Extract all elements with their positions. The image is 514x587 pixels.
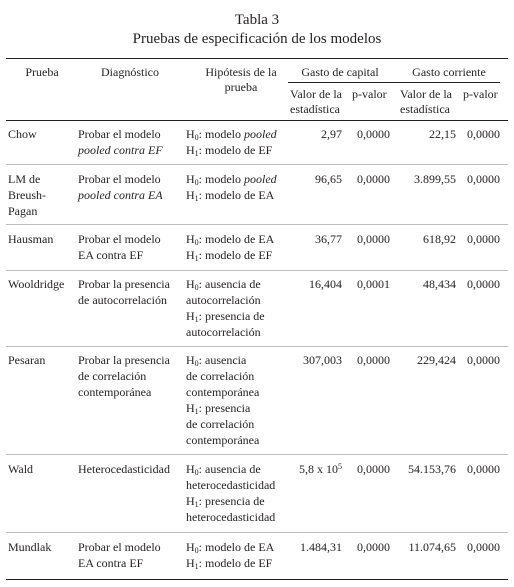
cell-valor-corriente: 22,15 <box>429 127 456 141</box>
row-divider <box>6 224 508 225</box>
cell-pvalor-capital: 0,0000 <box>357 232 390 246</box>
cell-valor-capital: 1.484,31 <box>300 540 342 554</box>
cell-h0: $H_0$: ausencia de <box>186 462 261 477</box>
cell-h1: $H_1$: presencia de <box>186 494 265 509</box>
cell-pvalor-corriente: 0,0000 <box>467 127 500 141</box>
cell-prueba: Chow <box>8 127 37 141</box>
cell-prueba: LM de <box>8 172 41 186</box>
cell-valor-capital: 2,97 <box>321 127 342 141</box>
cell-h0: $H_0$: modelo pooled <box>186 172 277 187</box>
cell-diagnostico: Probar el modelo <box>78 540 161 554</box>
header-hipotesis-l1: Hipótesis de la <box>205 65 277 79</box>
cell-pvalor-capital: 0,0000 <box>357 353 390 367</box>
cell-valor-capital: 16,404 <box>309 277 342 291</box>
header-valor-cor-l2: estadística <box>400 102 450 116</box>
cell-h1: de correlación <box>186 417 255 431</box>
cell-h1: contemporánea <box>186 433 260 447</box>
cell-diagnostico: Probar la presencia <box>78 353 170 367</box>
cell-diagnostico: de correlación <box>78 369 147 383</box>
cell-valor-capital: 96,65 <box>315 172 342 186</box>
cell-pvalor-corriente: 0,0000 <box>467 232 500 246</box>
header-prueba: Prueba <box>25 65 59 79</box>
bottom-rule <box>6 579 508 580</box>
cell-valor-capital: 36,77 <box>315 232 342 246</box>
cell-h0: $H_0$: modelo de EA <box>186 540 275 555</box>
header-pvalor-cap: p-valor <box>352 87 387 101</box>
top-rule <box>6 58 508 59</box>
cell-prueba: Hausman <box>8 232 54 246</box>
cell-valor-corriente: 618,92 <box>423 232 456 246</box>
cell-diagnostico: Probar la presencia <box>78 277 170 291</box>
cell-diagnostico: Heterocedasticidad <box>78 462 170 476</box>
cell-prueba: Mundlak <box>8 540 52 554</box>
cell-prueba: Pesaran <box>8 353 46 367</box>
cell-valor-capital: 307,003 <box>303 353 342 367</box>
header-pvalor-cor: p-valor <box>463 87 498 101</box>
cell-h1: $H_1$: modelo de EF <box>186 143 273 158</box>
cell-prueba: Breush- <box>8 188 46 202</box>
cell-pvalor-capital: 0,0000 <box>357 540 390 554</box>
header-gasto-capital: Gasto de capital <box>301 65 379 79</box>
cell-h1: $H_1$: presencia de <box>186 309 265 324</box>
cell-pvalor-corriente: 0,0000 <box>467 353 500 367</box>
cell-diagnostico: Probar el modelo <box>78 172 161 186</box>
cell-pvalor-corriente: 0,0000 <box>467 172 500 186</box>
cell-diagnostico: contemporánea <box>78 385 152 399</box>
cell-valor-corriente: 3.899,55 <box>414 172 456 186</box>
header-gasto-corriente: Gasto corriente <box>412 65 486 79</box>
cell-h0: $H_0$: modelo de EA <box>186 232 275 247</box>
cell-h1: $H_1$: modelo de EA <box>186 188 275 203</box>
cell-prueba: Wald <box>8 462 34 476</box>
cell-diagnostico: pooled contra EA <box>78 188 163 202</box>
cell-diagnostico: Probar el modelo <box>78 232 161 246</box>
cell-pvalor-capital: 0,0000 <box>357 172 390 186</box>
row-divider <box>6 532 508 533</box>
cell-pvalor-corriente: 0,0000 <box>467 277 500 291</box>
cell-pvalor-corriente: 0,0000 <box>467 540 500 554</box>
cell-diagnostico: EA contra EF <box>78 248 144 262</box>
header-diagnostico: Diagnóstico <box>101 65 159 79</box>
cell-valor-corriente: 48,434 <box>423 277 456 291</box>
cell-diagnostico: de autocorrelación <box>78 293 167 307</box>
cell-diagnostico: EA contra EF <box>78 556 144 570</box>
header-sub-rule <box>288 82 500 83</box>
cell-h1: $H_1$: presencia <box>186 401 251 416</box>
cell-pvalor-capital: 0,0000 <box>357 462 390 476</box>
cell-valor-corriente: 11.074,65 <box>408 540 456 554</box>
cell-h0: $H_0$: modelo pooled <box>186 127 277 142</box>
cell-h1: autocorrelación <box>186 325 261 339</box>
header-hipotesis-l2: prueba <box>224 80 258 94</box>
cell-diagnostico: pooled contra EF <box>78 143 163 157</box>
table-title: Pruebas de especificación de los modelos <box>132 31 382 47</box>
cell-h1: $H_1$: modelo de EF <box>186 556 273 571</box>
cell-prueba: Wooldridge <box>8 277 65 291</box>
cell-h0: de correlación <box>186 369 255 383</box>
cell-h0: contemporánea <box>186 385 260 399</box>
cell-valor-capital: 5,8 x $10^5$ <box>299 462 342 476</box>
cell-pvalor-corriente: 0,0000 <box>467 462 500 476</box>
cell-valor-corriente: 229,424 <box>417 353 456 367</box>
cell-h1: heterocedasticidad <box>186 510 276 524</box>
cell-pvalor-capital: 0,0000 <box>357 127 390 141</box>
cell-prueba: Pagan <box>8 204 38 218</box>
row-divider <box>6 346 508 347</box>
cell-valor-corriente: 54.153,76 <box>408 462 456 476</box>
row-divider <box>6 454 508 455</box>
cell-h0: autocorrelación <box>186 293 261 307</box>
row-divider <box>6 164 508 165</box>
cell-h0: heterocedasticidad <box>186 478 276 492</box>
header-valor-cor-l1: Valor de la <box>400 87 452 101</box>
cell-diagnostico: Probar el modelo <box>78 127 161 141</box>
cell-h0: $H_0$: ausencia <box>186 353 247 368</box>
header-bottom-rule <box>6 120 508 121</box>
header-valor-cap-l2: estadística <box>290 102 340 116</box>
header-valor-cap-l1: Valor de la <box>290 87 342 101</box>
table-number: Tabla 3 <box>234 12 280 28</box>
cell-h0: $H_0$: ausencia de <box>186 277 261 292</box>
row-divider <box>6 270 508 271</box>
cell-pvalor-capital: 0,0001 <box>357 277 390 291</box>
cell-h1: $H_1$: modelo de EF <box>186 248 273 263</box>
